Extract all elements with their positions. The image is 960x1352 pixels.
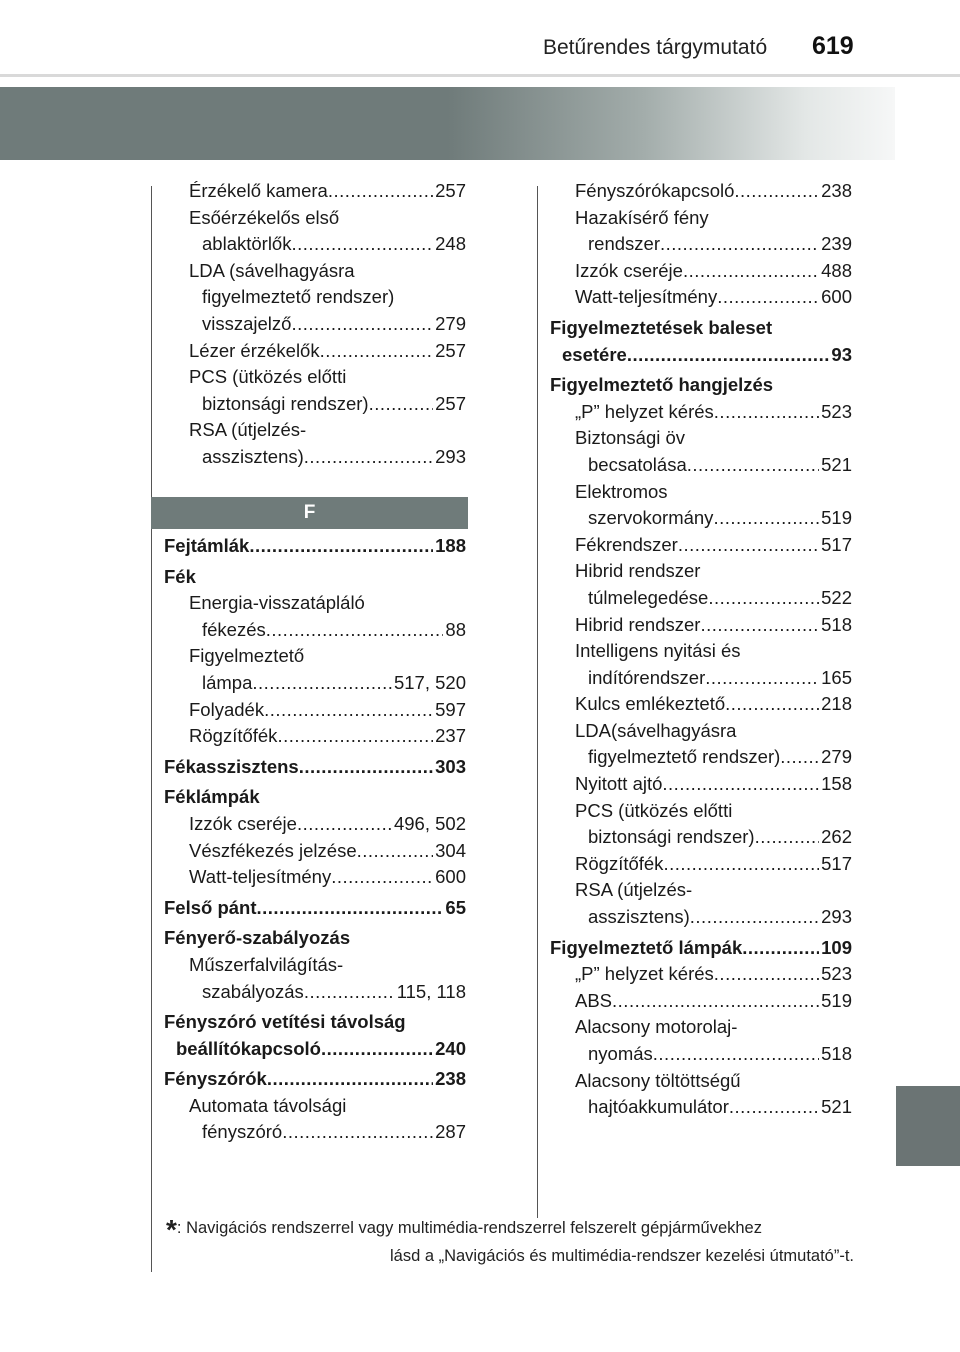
dot-leader [714, 399, 819, 426]
index-entry [164, 617, 466, 644]
dot-leader [369, 391, 434, 418]
index-entry-page: 293 [435, 445, 466, 467]
index-entry [550, 231, 852, 258]
index-entry-term: figyelmeztető rendszer) [202, 286, 395, 308]
index-entry [164, 979, 466, 1006]
index-entry [164, 670, 466, 697]
index-entry-term: fényszóró [202, 1121, 283, 1143]
index-entry-page: 165 [821, 666, 852, 688]
index-entry-term: Lézer érzékelők [189, 339, 320, 361]
index-entry-term: Felső pánt [164, 896, 257, 918]
index-entry [550, 452, 852, 479]
index-entry [550, 612, 852, 639]
index-entry [550, 178, 852, 205]
index-entry-page: 519 [821, 507, 852, 529]
index-entry-page: 496, 502 [393, 812, 466, 834]
index-entry-term: Hazakísérő fény [575, 206, 709, 228]
index-entry-term: hajtóakkumulátor [588, 1096, 729, 1118]
index-entry-term: Rögzítőfék [575, 852, 664, 874]
index-entry-page: 115, 118 [396, 980, 466, 1002]
index-entry [550, 425, 852, 452]
dot-leader [331, 864, 433, 891]
index-entry-term: „P” helyzet kérés [575, 963, 714, 985]
index-entry-term: LDA (sávelhagyásra [189, 259, 355, 281]
index-entry-page: 93 [831, 343, 852, 365]
dot-leader [266, 617, 444, 644]
index-entry-page: 188 [435, 535, 466, 556]
footnote-star: * [166, 1214, 177, 1245]
index-entry-term: szabályozás [202, 980, 304, 1002]
index-entry-term: Alacsony töltöttségű [575, 1069, 741, 1091]
index-entry [550, 1041, 852, 1068]
index-entry-term: Fényszórók [164, 1068, 267, 1090]
index-entry-page: 262 [821, 826, 852, 848]
index-entry [164, 205, 466, 232]
index-entry-term: figyelmeztető rendszer) [588, 746, 781, 768]
index-entry-page: 287 [435, 1121, 466, 1143]
index-entry-term: Fényerő-szabályozás [164, 927, 351, 949]
index-entry [164, 1119, 466, 1146]
index-entry [164, 284, 466, 311]
index-entry-term: Fék [164, 565, 196, 587]
index-entry-term: Féklámpák [164, 786, 260, 808]
index-entry [550, 315, 852, 342]
index-entry-page: 303 [435, 755, 466, 777]
dot-leader [328, 178, 433, 205]
index-entry [550, 904, 852, 931]
index-entry [164, 952, 466, 979]
dot-leader [755, 824, 820, 851]
left-column-top [164, 178, 466, 471]
index-entry-page: 239 [821, 233, 852, 255]
index-entry-term: indítórendszer [588, 666, 706, 688]
index-entry [550, 665, 852, 692]
dot-leader [304, 979, 395, 1006]
index-entry-term: Figyelmeztető lámpák [550, 936, 743, 958]
index-entry-term: Kulcs emlékeztető [575, 693, 726, 715]
index-entry-term: Elektromos [575, 480, 668, 502]
index-entry [550, 505, 852, 532]
index-entry-page: 518 [821, 613, 852, 635]
index-entry [164, 643, 466, 670]
dot-leader [304, 444, 433, 471]
dot-leader [291, 231, 433, 258]
index-entry [550, 585, 852, 612]
dot-leader [357, 838, 434, 865]
index-entry-term: Izzók cseréje [189, 812, 297, 834]
index-entry-term: rendszer [588, 233, 660, 255]
dot-leader [678, 532, 819, 559]
index-entry-term: Nyitott ajtó [575, 773, 663, 795]
chapter-side-tab [896, 1086, 960, 1166]
index-entry-page: 521 [821, 453, 852, 475]
dot-leader [663, 851, 819, 878]
dot-leader [708, 585, 819, 612]
right-column [550, 178, 852, 1121]
index-entry-page: 518 [821, 1043, 852, 1064]
dot-leader [612, 988, 819, 1015]
index-entry [550, 824, 852, 851]
index-entry-page: 517 [821, 852, 852, 874]
index-entry [550, 935, 852, 962]
dot-leader [742, 935, 819, 962]
index-entry-term: RSA (útjelzés- [189, 419, 307, 441]
index-entry-term: szervokormány [588, 507, 714, 529]
index-entry-page: 240 [435, 1037, 466, 1059]
index-entry-term: visszajelző [202, 312, 292, 334]
index-entry-term: Alacsony motorolaj- [575, 1016, 738, 1038]
index-entry [164, 697, 466, 724]
index-entry-page: 304 [435, 839, 466, 861]
index-entry-page: 519 [821, 989, 852, 1011]
index-entry-page: 279 [821, 746, 852, 768]
dot-leader [627, 342, 830, 369]
dot-leader [690, 904, 819, 931]
dot-leader [297, 811, 392, 838]
index-entry [550, 1094, 852, 1121]
dot-leader [725, 691, 819, 718]
index-entry-term: asszisztens) [202, 445, 304, 467]
section-letter-bar: F [151, 497, 468, 529]
dot-leader [660, 231, 819, 258]
index-entry-term: Figyelmeztető [189, 645, 305, 667]
index-entry-page: 279 [435, 312, 466, 334]
index-entry [550, 372, 852, 399]
dot-leader [713, 505, 819, 532]
index-entry-page: 158 [821, 773, 852, 795]
middle-column-rule [537, 186, 538, 1218]
page-title: Betűrendes tárgymutató [543, 36, 768, 59]
index-entry-page: 600 [821, 286, 852, 308]
dot-leader [717, 284, 819, 311]
dot-leader [729, 1094, 819, 1121]
index-entry [550, 1068, 852, 1095]
index-entry-page: 65 [445, 896, 466, 918]
index-entry-term: Watt-teljesítmény [575, 286, 718, 308]
index-entry [164, 311, 466, 338]
index-entry-term: Figyelmeztetések baleset [550, 316, 773, 338]
index-entry [164, 754, 466, 781]
index-entry [164, 391, 466, 418]
index-entry-term: túlmelegedése [588, 586, 709, 608]
index-entry [164, 784, 466, 811]
footnote-line-2: lásd a „Navigációs és multimédia-rendszer kezelési útmutató”-t. [389, 1247, 854, 1265]
dot-leader [662, 771, 819, 798]
index-entry [164, 178, 466, 205]
index-entry-page: 517, 520 [393, 671, 466, 693]
index-entry-term: ABS [575, 989, 613, 1011]
index-entry-term: „P” helyzet kérés [575, 400, 714, 422]
dot-leader [291, 311, 433, 338]
index-entry-term: asszisztens) [588, 906, 690, 928]
dot-leader [267, 1066, 433, 1093]
left-column-bottom [164, 533, 466, 1146]
index-entry [550, 718, 852, 745]
index-entry [164, 864, 466, 891]
dot-leader [249, 533, 433, 560]
index-entry [164, 444, 466, 471]
index-entry-term: Folyadék [189, 698, 265, 720]
index-entry-term: Hibrid rendszer [575, 560, 701, 582]
index-entry-page: 523 [821, 400, 852, 422]
index-entry [164, 1009, 466, 1036]
header-banner [0, 87, 895, 160]
dot-leader [780, 744, 819, 771]
footnote-text-1: : Navigációs rendszerrel vagy multimédia-rendszerrel felszerelt gépjárművekhez [176, 1219, 762, 1237]
index-entry [550, 1014, 852, 1041]
dot-leader [687, 452, 819, 479]
index-entry [164, 838, 466, 865]
index-entry-term: Hibrid rendszer [575, 613, 701, 635]
dot-leader [252, 670, 392, 697]
index-entry-page: 517 [821, 533, 852, 555]
dot-leader [299, 754, 433, 781]
index-entry-page: 248 [435, 233, 466, 255]
index-entry [164, 723, 466, 750]
index-entry-term: Figyelmeztető hangjelzés [550, 374, 774, 396]
index-entry-term: PCS (ütközés előtti [575, 799, 733, 821]
index-entry [164, 925, 466, 952]
index-entry [164, 338, 466, 365]
index-entry-page: 257 [435, 339, 466, 361]
index-entry-term: Watt-teljesítmény [189, 866, 332, 888]
dot-leader [714, 961, 819, 988]
dot-leader [264, 697, 433, 724]
index-entry [550, 205, 852, 232]
index-entry-term: Esőérzékelős első [189, 206, 340, 228]
left-column-rule [151, 186, 152, 1272]
index-entry-term: becsatolása [588, 453, 687, 475]
index-entry-page: 523 [821, 963, 852, 985]
dot-leader [320, 338, 434, 365]
index-entry-page: 238 [821, 180, 852, 201]
index-entry-page: 257 [435, 180, 466, 201]
index-entry-term: Biztonsági öv [575, 427, 686, 449]
index-entry-term: LDA(sávelhagyásra [575, 719, 737, 741]
index-entry-term: Intelligens nyitási és [575, 640, 741, 662]
index-entry-term: ablaktörlők [202, 233, 292, 255]
index-entry [164, 564, 466, 591]
index-entry [164, 364, 466, 391]
index-entry-term: Fejtámlák [164, 535, 250, 556]
dot-leader [257, 895, 444, 922]
index-entry-page: 522 [821, 586, 852, 608]
index-entry [164, 533, 466, 560]
index-entry [550, 744, 852, 771]
index-entry-term: lámpa [202, 671, 253, 693]
index-entry [550, 558, 852, 585]
dot-leader [277, 723, 433, 750]
index-entry-term: Fényszórókapcsoló [575, 180, 735, 201]
index-entry [550, 961, 852, 988]
footnote-line-1 [166, 1214, 854, 1246]
index-entry-page: 257 [435, 392, 466, 414]
index-entry [164, 417, 466, 444]
index-entry-term: fékezés [202, 618, 266, 640]
index-entry-term: Energia-visszatápláló [189, 592, 365, 614]
page-number: 619 [812, 32, 854, 60]
index-entry-page: 109 [821, 936, 852, 958]
index-entry-page: 521 [821, 1096, 852, 1118]
index-entry-term: Vészfékezés jelzése [189, 839, 357, 861]
dot-leader [734, 178, 819, 205]
index-entry [550, 284, 852, 311]
index-entry [164, 1093, 466, 1120]
dot-leader [653, 1041, 819, 1068]
index-entry [164, 590, 466, 617]
index-entry [550, 798, 852, 825]
index-entry [550, 877, 852, 904]
index-entry [550, 851, 852, 878]
index-entry-term: Fényszóró vetítési távolság [164, 1011, 406, 1033]
index-entry [164, 258, 466, 285]
index-entry-term: esetére [562, 343, 627, 365]
index-entry-term: biztonsági rendszer) [588, 826, 755, 848]
index-entry-page: 600 [435, 866, 466, 888]
index-entry-term: Fékrendszer [575, 533, 678, 555]
index-entry-page: 488 [821, 259, 852, 281]
index-entry [550, 342, 852, 369]
dot-leader [282, 1119, 433, 1146]
index-entry-page: 237 [435, 725, 466, 747]
index-entry-term: Automata távolsági [189, 1094, 347, 1116]
dot-leader [705, 665, 819, 692]
index-entry [550, 988, 852, 1015]
index-entry [164, 231, 466, 258]
index-entry-term: RSA (útjelzés- [575, 879, 693, 901]
index-entry-term: Rögzítőfék [189, 725, 278, 747]
index-entry-term: Érzékelő kamera [189, 180, 328, 201]
dot-leader [700, 612, 819, 639]
index-entry-page: 238 [435, 1068, 466, 1090]
index-entry-page: 218 [821, 693, 852, 715]
index-entry [550, 479, 852, 506]
index-entry [164, 1066, 466, 1093]
index-entry [550, 771, 852, 798]
index-entry-page: 88 [445, 618, 466, 640]
index-entry-term: Izzók cseréje [575, 259, 683, 281]
index-entry-term: nyomás [588, 1043, 653, 1064]
index-entry [550, 532, 852, 559]
index-entry [550, 258, 852, 285]
index-entry-term: PCS (ütközés előtti [189, 366, 347, 388]
index-entry [550, 638, 852, 665]
index-entry-page: 293 [821, 906, 852, 928]
index-entry-term: biztonsági rendszer) [202, 392, 369, 414]
index-entry [164, 895, 466, 922]
index-entry-term: Fékasszisztens [164, 755, 299, 777]
index-entry [550, 691, 852, 718]
dot-leader [321, 1036, 433, 1063]
index-entry-page: 597 [435, 698, 466, 720]
index-entry-term: beállítókapcsoló [176, 1037, 321, 1059]
dot-leader [683, 258, 819, 285]
index-entry-term: Műszerfalvilágítás- [189, 953, 344, 975]
index-entry [164, 811, 466, 838]
index-entry [550, 399, 852, 426]
title-rule [0, 74, 960, 77]
index-entry [164, 1036, 466, 1063]
